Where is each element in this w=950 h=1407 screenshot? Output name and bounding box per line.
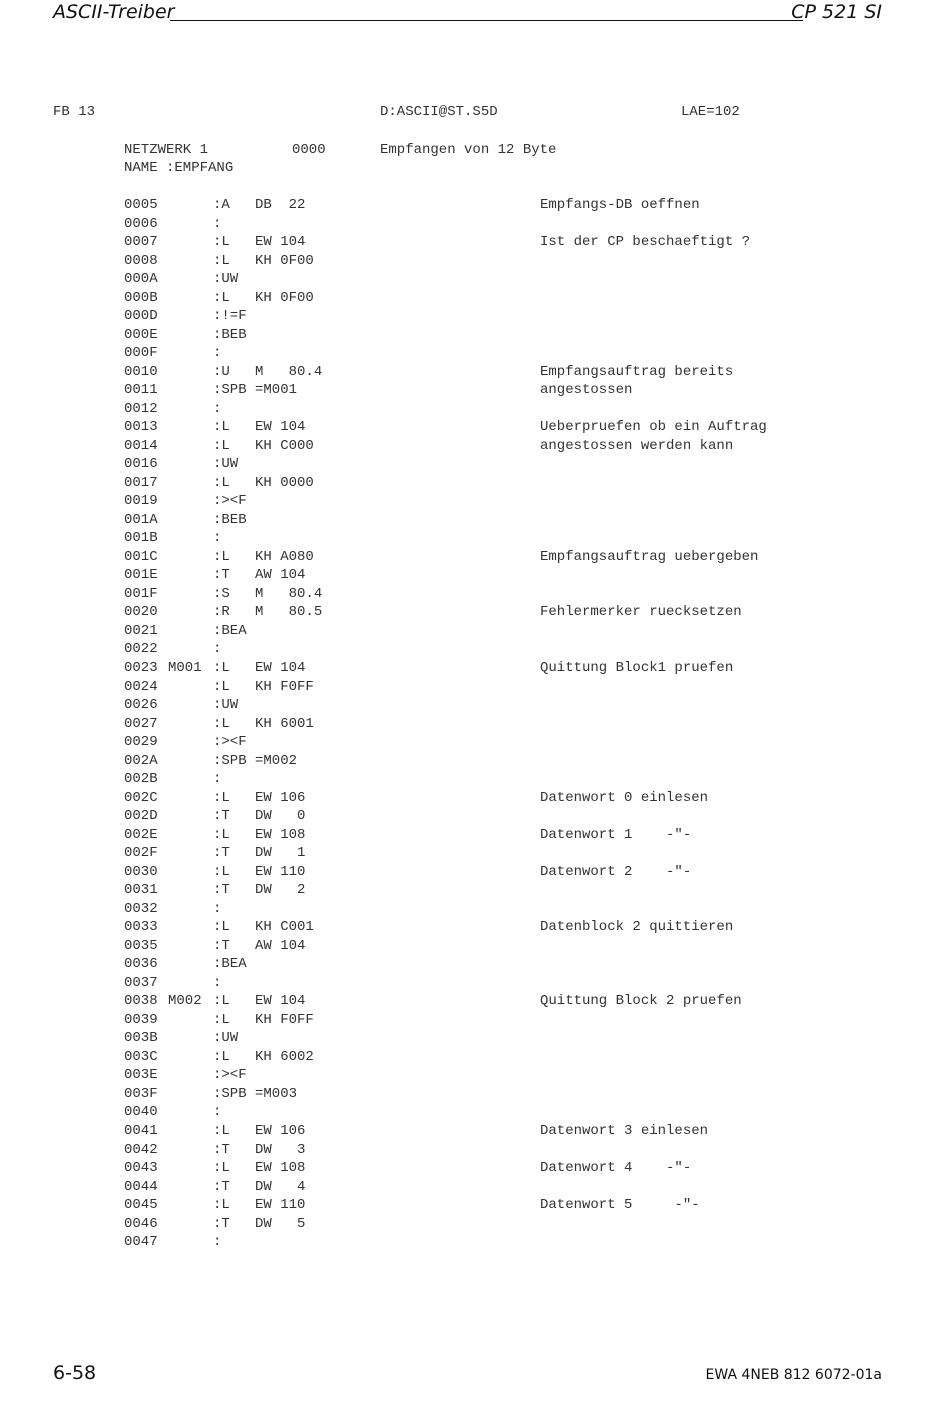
code-address: 0008 <box>124 253 158 269</box>
network-addr: 0000 <box>292 142 326 158</box>
code-address: 0007 <box>124 234 158 250</box>
code-instruction: :><F <box>213 1067 247 1083</box>
network-name: NAME :EMPFANG <box>124 160 234 176</box>
code-instruction: :L EW 104 <box>213 993 306 1009</box>
code-address: 002B <box>124 771 158 787</box>
code-instruction: :A DB 22 <box>213 197 306 213</box>
code-address: 001F <box>124 586 158 602</box>
code-label: M001 <box>168 660 202 676</box>
code-instruction: :SPB =M003 <box>213 1086 298 1102</box>
code-instruction: :L KH F0FF <box>213 1012 314 1028</box>
document-number: EWA 4NEB 812 6072-01a <box>705 1367 882 1383</box>
code-instruction: :T DW 2 <box>213 882 306 898</box>
code-instruction: :L EW 110 <box>213 1197 306 1213</box>
code-address: 0041 <box>124 1123 158 1139</box>
code-address: 003B <box>124 1030 158 1046</box>
code-address: 0021 <box>124 623 158 639</box>
code-comment: Ueberpruefen ob ein Auftrag <box>540 419 767 435</box>
code-comment: Datenwort 1 -"- <box>540 827 692 843</box>
code-address: 0005 <box>124 197 158 213</box>
code-instruction: :L KH F0FF <box>213 679 314 695</box>
code-address: 002A <box>124 753 158 769</box>
code-instruction: :L EW 106 <box>213 790 306 806</box>
code-instruction: :L EW 108 <box>213 1160 306 1176</box>
code-address: 0039 <box>124 1012 158 1028</box>
code-instruction: :L EW 104 <box>213 660 306 676</box>
code-instruction: : <box>213 1234 222 1250</box>
code-instruction: : <box>213 641 222 657</box>
code-comment: Datenwort 3 einlesen <box>540 1123 709 1139</box>
code-address: 000F <box>124 345 158 361</box>
code-address: 0042 <box>124 1142 158 1158</box>
code-comment: Empfangsauftrag bereits <box>540 364 734 380</box>
code-address: 003F <box>124 1086 158 1102</box>
code-instruction: :T DW 4 <box>213 1179 306 1195</box>
code-instruction: :T DW 3 <box>213 1142 306 1158</box>
code-instruction: : <box>213 901 222 917</box>
code-instruction: :T AW 104 <box>213 938 306 954</box>
code-instruction: :T DW 0 <box>213 808 306 824</box>
code-address: 0030 <box>124 864 158 880</box>
code-comment: Quittung Block1 pruefen <box>540 660 734 676</box>
code-instruction: :T DW 5 <box>213 1216 306 1232</box>
code-address: 003C <box>124 1049 158 1065</box>
code-address: 0033 <box>124 919 158 935</box>
code-address: 0006 <box>124 216 158 232</box>
code-instruction: :L KH 6001 <box>213 716 314 732</box>
code-address: 0031 <box>124 882 158 898</box>
page-number: 6-58 <box>53 1362 97 1384</box>
code-instruction: :SPB =M001 <box>213 382 298 398</box>
code-address: 001B <box>124 530 158 546</box>
header-device: CP 521 SI <box>791 1 882 23</box>
code-instruction: :L KH C000 <box>213 438 314 454</box>
code-instruction: :U M 80.4 <box>213 364 323 380</box>
code-address: 0011 <box>124 382 158 398</box>
code-instruction: :L EW 104 <box>213 419 306 435</box>
code-address: 0017 <box>124 475 158 491</box>
code-instruction: : <box>213 216 222 232</box>
code-comment: Quittung Block 2 pruefen <box>540 993 742 1009</box>
code-comment: Datenblock 2 quittieren <box>540 919 734 935</box>
code-address: 0013 <box>124 419 158 435</box>
code-comment: angestossen <box>540 382 633 398</box>
code-address: 001A <box>124 512 158 528</box>
code-address: 0019 <box>124 493 158 509</box>
code-address: 002F <box>124 845 158 861</box>
code-address: 002E <box>124 827 158 843</box>
header-rule <box>170 20 803 21</box>
code-address: 000A <box>124 271 158 287</box>
fb-file: D:ASCII@ST.S5D <box>380 104 498 120</box>
code-instruction: :S M 80.4 <box>213 586 323 602</box>
code-address: 0040 <box>124 1104 158 1120</box>
code-instruction: :L KH A080 <box>213 549 314 565</box>
code-address: 0046 <box>124 1216 158 1232</box>
network-title: Empfangen von 12 Byte <box>380 142 557 158</box>
header-title: ASCII-Treiber <box>53 1 175 23</box>
code-address: 0010 <box>124 364 158 380</box>
code-address: 0037 <box>124 975 158 991</box>
code-address: 0014 <box>124 438 158 454</box>
code-address: 001E <box>124 567 158 583</box>
code-instruction: : <box>213 771 222 787</box>
code-address: 0016 <box>124 456 158 472</box>
code-instruction: :!=F <box>213 308 247 324</box>
code-comment: angestossen werden kann <box>540 438 734 454</box>
code-comment: Datenwort 0 einlesen <box>540 790 709 806</box>
code-address: 0023 <box>124 660 158 676</box>
code-address: 0012 <box>124 401 158 417</box>
code-instruction: :L EW 110 <box>213 864 306 880</box>
code-instruction: :L KH 0F00 <box>213 253 314 269</box>
code-label: M002 <box>168 993 202 1009</box>
code-instruction: :L EW 106 <box>213 1123 306 1139</box>
code-address: 0022 <box>124 641 158 657</box>
code-instruction: :L EW 104 <box>213 234 306 250</box>
code-address: 0044 <box>124 1179 158 1195</box>
code-instruction: :T DW 1 <box>213 845 306 861</box>
code-instruction: :><F <box>213 734 247 750</box>
fb-length: LAE=102 <box>681 104 740 120</box>
code-address: 0043 <box>124 1160 158 1176</box>
code-instruction: :SPB =M002 <box>213 753 298 769</box>
code-instruction: :R M 80.5 <box>213 604 323 620</box>
code-address: 0026 <box>124 697 158 713</box>
code-instruction: :UW <box>213 271 239 287</box>
code-instruction: :UW <box>213 456 239 472</box>
code-instruction: :L KH 0000 <box>213 475 314 491</box>
network-label: NETZWERK 1 <box>124 142 209 158</box>
code-instruction: :L EW 108 <box>213 827 306 843</box>
code-instruction: :UW <box>213 697 239 713</box>
code-instruction: :><F <box>213 493 247 509</box>
code-address: 0027 <box>124 716 158 732</box>
code-comment: Datenwort 5 -"- <box>540 1197 700 1213</box>
code-instruction: :UW <box>213 1030 239 1046</box>
fb-block: FB 13 <box>53 104 96 120</box>
code-address: 0024 <box>124 679 158 695</box>
code-comment: Datenwort 4 -"- <box>540 1160 692 1176</box>
code-comment: Empfangs-DB oeffnen <box>540 197 700 213</box>
code-address: 0020 <box>124 604 158 620</box>
code-address: 000D <box>124 308 158 324</box>
code-address: 0038 <box>124 993 158 1009</box>
code-instruction: :BEA <box>213 956 247 972</box>
code-instruction: : <box>213 975 222 991</box>
code-address: 001C <box>124 549 158 565</box>
code-instruction: :L KH C001 <box>213 919 314 935</box>
code-address: 0036 <box>124 956 158 972</box>
code-address: 0047 <box>124 1234 158 1250</box>
code-instruction: :BEB <box>213 512 247 528</box>
code-address: 003E <box>124 1067 158 1083</box>
code-instruction: :BEA <box>213 623 247 639</box>
code-address: 0035 <box>124 938 158 954</box>
code-address: 002C <box>124 790 158 806</box>
code-address: 0029 <box>124 734 158 750</box>
code-address: 000E <box>124 327 158 343</box>
code-instruction: : <box>213 1104 222 1120</box>
code-instruction: : <box>213 530 222 546</box>
code-comment: Ist der CP beschaeftigt ? <box>540 234 751 250</box>
code-instruction: :L KH 6002 <box>213 1049 314 1065</box>
code-address: 002D <box>124 808 158 824</box>
code-comment: Fehlermerker ruecksetzen <box>540 604 742 620</box>
code-instruction: :BEB <box>213 327 247 343</box>
code-address: 0032 <box>124 901 158 917</box>
code-instruction: :T AW 104 <box>213 567 306 583</box>
code-address: 0045 <box>124 1197 158 1213</box>
code-instruction: :L KH 0F00 <box>213 290 314 306</box>
code-instruction: : <box>213 401 222 417</box>
code-address: 000B <box>124 290 158 306</box>
code-comment: Datenwort 2 -"- <box>540 864 692 880</box>
code-instruction: : <box>213 345 222 361</box>
code-comment: Empfangsauftrag uebergeben <box>540 549 759 565</box>
